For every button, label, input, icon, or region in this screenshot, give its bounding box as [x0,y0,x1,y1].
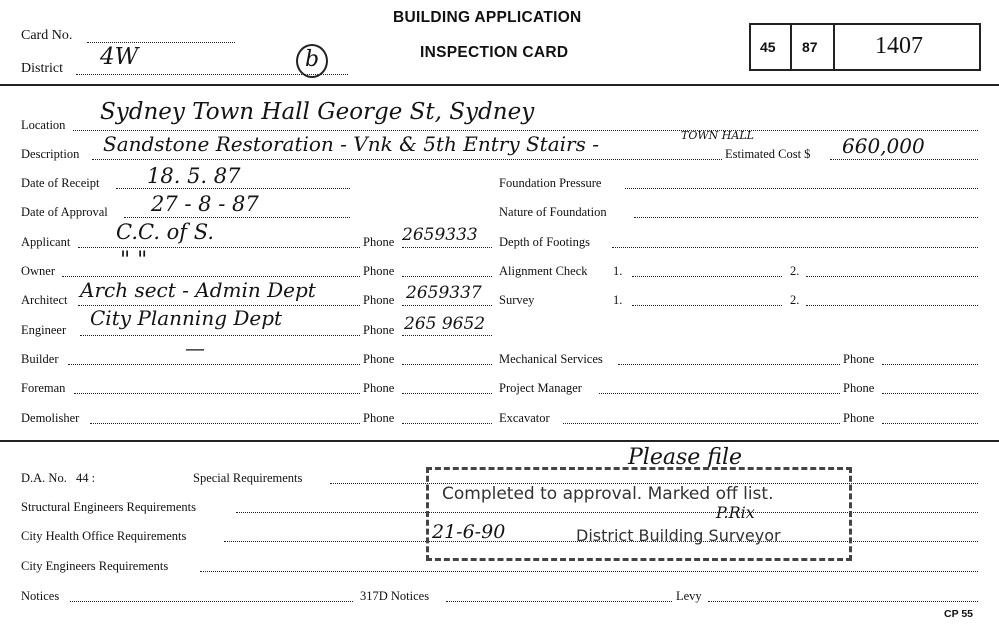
health-label: City Health Office Requirements [21,529,187,543]
circled-mark [296,44,328,78]
notices-dotted-line [70,601,353,602]
district-label: District [21,61,63,76]
foundation-pressure-dotted-line [625,188,978,189]
stamp-handwritten-note: Please file [628,445,743,470]
engineer-dotted-line [80,335,360,336]
alignment-1-dotted-line [632,276,782,277]
stamp-line2: District Building Surveyor [576,526,781,545]
project-manager-dotted-line [599,393,840,394]
description-label: Description [21,147,80,161]
district-value: 4W [100,44,139,70]
da-no-value: 44 : [76,471,96,485]
location-dotted-line [73,130,978,131]
box3-value: 1407 [875,33,923,59]
foreman-phone-label: Phone [363,381,395,395]
builder-label: Builder [21,352,59,366]
notices-317d-dotted-line [446,601,672,602]
excavator-dotted-line [563,423,840,424]
foreman-phone-dotted-line [402,393,492,394]
box1-value: 45 [760,39,776,55]
foreman-dotted-line [74,393,360,394]
owner-label: Owner [21,264,56,278]
mechanical-phone-dotted-line [882,364,978,365]
foreman-label: Foreman [21,381,66,395]
excavator-phone-dotted-line [882,423,978,424]
owner-value: " " [120,248,148,273]
estimated-cost-label: Estimated Cost $ [725,147,811,161]
date-approval-value: 27 - 8 - 87 [151,192,259,216]
notices-317d-label: 317D Notices [360,589,430,603]
survey-2-dotted-line [806,305,978,306]
engineers-label: City Engineers Requirements [21,559,169,573]
location-value: Sydney Town Hall George St, Sydney [100,99,535,125]
architect-phone-label: Phone [363,293,395,307]
survey-num2: 2. [790,293,800,307]
date-receipt-label: Date of Receipt [21,176,100,190]
mechanical-label: Mechanical Services [499,352,603,366]
alignment-check-label: Alignment Check [499,264,588,278]
middle-rule [0,440,999,442]
applicant-phone-value: 2659333 [402,225,478,245]
special-req-label: Special Requirements [193,471,303,485]
applicant-label: Applicant [21,235,71,249]
title-line2: INSPECTION CARD [420,44,569,61]
architect-label: Architect [21,293,68,307]
engineers-dotted-line [200,571,978,572]
architect-phone-value: 2659337 [406,283,482,303]
date-approval-dotted-line [124,217,350,218]
engineer-value: City Planning Dept [90,306,283,330]
stamp-date: 21-6-90 [432,521,506,543]
owner-phone-dotted-line [402,276,492,277]
architect-value: Arch sect - Admin Dept [80,278,316,302]
card-number-box [749,23,981,71]
nature-foundation-dotted-line [634,217,978,218]
stamp-signature: P.Rix [716,503,755,522]
structural-label: Structural Engineers Requirements [21,500,196,514]
circled-value: b [305,47,320,72]
excavator-label: Excavator [499,411,550,425]
builder-value: — [185,336,205,360]
applicant-value: C.C. of S. [116,220,215,244]
engineer-phone-value: 265 9652 [404,314,486,334]
survey-1-dotted-line [632,305,782,306]
builder-phone-dotted-line [402,364,492,365]
alignment-num1: 1. [613,264,623,278]
box2-value: 87 [802,39,818,55]
project-manager-phone-label: Phone [843,381,875,395]
box-divider [790,25,792,69]
title-line1: BUILDING APPLICATION [393,9,582,26]
notices-label: Notices [21,589,60,603]
demolisher-dotted-line [90,423,360,424]
architect-phone-dotted-line [402,305,492,306]
survey-num1: 1. [613,293,623,307]
project-manager-phone-dotted-line [882,393,978,394]
project-manager-label: Project Manager [499,381,582,395]
nature-foundation-label: Nature of Foundation [499,205,607,219]
demolisher-phone-dotted-line [402,423,492,424]
survey-label: Survey [499,293,535,307]
description-dotted-line [92,159,722,160]
excavator-phone-label: Phone [843,411,875,425]
top-rule [0,84,999,86]
demolisher-label: Demolisher [21,411,80,425]
depth-footings-dotted-line [612,247,978,248]
date-receipt-value: 18. 5. 87 [147,164,241,188]
estimated-cost-value: 660,000 [842,134,925,158]
stamp-line1: Completed to approval. Marked off list. [442,484,774,504]
owner-dotted-line [62,276,360,277]
applicant-phone-label: Phone [363,235,395,249]
description-value: Sandstone Restoration - Vnk & 5th Entry Stairs - [103,132,599,156]
footer-code: CP 55 [944,608,973,620]
description-note: TOWN HALL [681,129,754,142]
owner-phone-label: Phone [363,264,395,278]
engineer-phone-label: Phone [363,323,395,337]
depth-footings-label: Depth of Footings [499,235,590,249]
alignment-num2: 2. [790,264,800,278]
builder-dotted-line [68,364,360,365]
demolisher-phone-label: Phone [363,411,395,425]
alignment-2-dotted-line [806,276,978,277]
box-divider [833,25,835,69]
mechanical-phone-label: Phone [843,352,875,366]
location-label: Location [21,118,66,132]
approval-stamp [426,467,852,561]
applicant-phone-dotted-line [402,247,492,248]
card-no-dotted-line [87,42,235,43]
engineer-phone-dotted-line [402,335,492,336]
date-approval-label: Date of Approval [21,205,108,219]
estimated-cost-dotted-line [830,159,978,160]
engineer-label: Engineer [21,323,67,337]
builder-phone-label: Phone [363,352,395,366]
da-no-label: D.A. No. [21,471,67,485]
date-receipt-dotted-line [116,188,350,189]
card-no-label: Card No. [21,28,73,43]
levy-label: Levy [676,589,702,603]
mechanical-dotted-line [618,364,840,365]
foundation-pressure-label: Foundation Pressure [499,176,602,190]
levy-dotted-line [708,601,978,602]
